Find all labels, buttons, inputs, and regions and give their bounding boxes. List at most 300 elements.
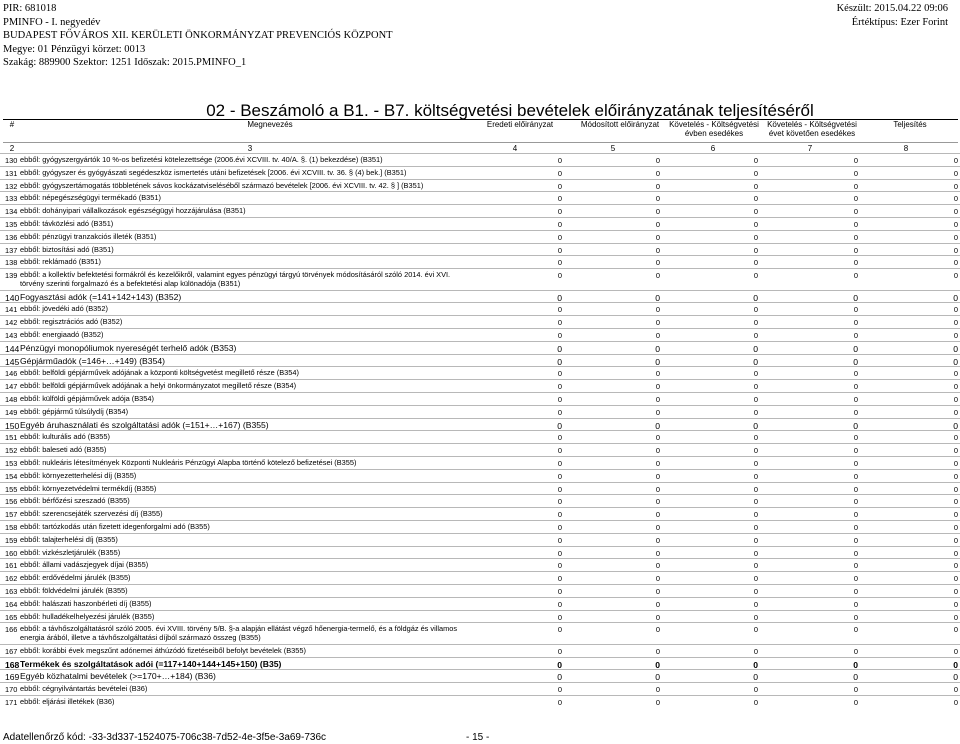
row-number: 133 bbox=[5, 194, 18, 204]
row-value: 0 bbox=[953, 535, 958, 545]
row-value: 0 bbox=[753, 672, 758, 683]
row-value: 0 bbox=[853, 471, 858, 481]
row-name: ebből: szerencsejáték szervezési díj (B355) bbox=[20, 509, 163, 519]
row-number: 135 bbox=[5, 219, 18, 229]
row-number: 169 bbox=[5, 672, 20, 683]
row-value: 0 bbox=[557, 271, 562, 281]
row-value: 0 bbox=[853, 318, 858, 328]
row-value: 0 bbox=[853, 561, 858, 571]
row-value: 0 bbox=[753, 612, 758, 622]
header-sector: Szakág: 889900 Szektor: 1251 Időszak: 2015.PMINFO_1 bbox=[3, 57, 247, 69]
row-value: 0 bbox=[953, 497, 958, 507]
row-name: Pénzügyi monopóliumok nyereségét terhelő adók (B353) bbox=[20, 342, 237, 353]
row-name: ebből: gépjármű túlsúlydíj (B354) bbox=[20, 406, 129, 416]
row-number: 154 bbox=[5, 471, 18, 481]
table-row bbox=[0, 682, 960, 695]
table-row bbox=[0, 597, 960, 610]
row-value: 0 bbox=[557, 168, 562, 178]
row-value: 0 bbox=[853, 271, 858, 281]
row-number: 160 bbox=[5, 548, 18, 558]
row-value: 0 bbox=[655, 181, 660, 191]
row-value: 0 bbox=[655, 471, 660, 481]
table-row bbox=[0, 153, 960, 166]
row-value: 0 bbox=[853, 194, 858, 204]
row-number: 130 bbox=[5, 156, 18, 165]
table-row bbox=[0, 392, 960, 405]
row-value: 0 bbox=[557, 446, 562, 456]
row-value: 0 bbox=[953, 510, 958, 520]
col-name: Megnevezés bbox=[247, 120, 293, 129]
row-value: 0 bbox=[753, 258, 758, 268]
row-value: 0 bbox=[557, 574, 562, 584]
created-date: Készült: 2015.04.22 09:06 bbox=[836, 3, 948, 14]
row-value: 0 bbox=[557, 497, 562, 507]
row-value: 0 bbox=[557, 395, 562, 405]
row-value: 0 bbox=[753, 659, 758, 670]
row-value: 0 bbox=[953, 194, 958, 204]
row-value: 0 bbox=[853, 343, 858, 354]
row-value: 0 bbox=[753, 561, 758, 571]
colnum-4: 4 bbox=[512, 144, 518, 153]
row-value: 0 bbox=[753, 420, 758, 431]
colnum-8: 8 bbox=[903, 144, 909, 153]
row-number: 153 bbox=[5, 459, 18, 469]
row-value: 0 bbox=[953, 207, 958, 217]
row-value: 0 bbox=[753, 245, 758, 255]
row-value: 0 bbox=[655, 407, 660, 417]
row-name: ebből: tartózkodás után fizetett idegenforgalmi adó (B355) bbox=[20, 522, 210, 532]
row-value: 0 bbox=[753, 510, 758, 520]
row-value: 0 bbox=[853, 420, 858, 431]
row-value: 0 bbox=[655, 331, 660, 341]
row-value: 0 bbox=[753, 168, 758, 178]
table-row bbox=[0, 166, 960, 179]
table-row bbox=[0, 443, 960, 456]
table-row bbox=[0, 610, 960, 623]
row-value: 0 bbox=[655, 343, 660, 354]
row-value: 0 bbox=[557, 194, 562, 204]
row-value: 0 bbox=[557, 292, 562, 303]
row-value: 0 bbox=[753, 471, 758, 481]
row-value: 0 bbox=[655, 292, 660, 303]
report-title: 02 - Beszámoló a B1. - B7. költségvetési bevételek előirányzatának teljesítéséről bbox=[206, 101, 814, 120]
row-value: 0 bbox=[853, 407, 858, 417]
row-value: 0 bbox=[557, 599, 562, 609]
row-value: 0 bbox=[557, 561, 562, 571]
row-value: 0 bbox=[557, 433, 562, 443]
row-value: 0 bbox=[753, 207, 758, 217]
table-row bbox=[0, 695, 960, 708]
row-value: 0 bbox=[655, 369, 660, 379]
table-row bbox=[0, 354, 960, 367]
row-value: 0 bbox=[953, 646, 958, 656]
row-name: Gépjárműadók (=146+…+149) (B354) bbox=[20, 355, 165, 366]
row-name: ebből: reklámadó (B351) bbox=[20, 257, 101, 267]
col-completion: Teljesítés bbox=[893, 120, 927, 129]
row-value: 0 bbox=[853, 685, 858, 695]
table-row bbox=[0, 268, 960, 290]
row-value: 0 bbox=[853, 523, 858, 533]
row-value: 0 bbox=[557, 698, 562, 708]
row-value: 0 bbox=[753, 331, 758, 341]
row-number: 167 bbox=[5, 646, 18, 656]
table-row bbox=[0, 430, 960, 443]
row-value: 0 bbox=[853, 433, 858, 443]
row-value: 0 bbox=[953, 292, 958, 303]
row-value: 0 bbox=[655, 433, 660, 443]
row-value: 0 bbox=[655, 561, 660, 571]
row-value: 0 bbox=[853, 672, 858, 683]
row-number: 152 bbox=[5, 446, 18, 456]
table-row bbox=[0, 290, 960, 303]
row-value: 0 bbox=[655, 318, 660, 328]
row-value: 0 bbox=[853, 510, 858, 520]
row-value: 0 bbox=[853, 659, 858, 670]
row-value: 0 bbox=[953, 343, 958, 354]
col-hash: # bbox=[9, 120, 15, 129]
row-value: 0 bbox=[953, 271, 958, 281]
col-modified: Módosított előirányzat bbox=[580, 120, 660, 129]
row-value: 0 bbox=[953, 156, 958, 165]
row-value: 0 bbox=[557, 318, 562, 328]
row-value: 0 bbox=[655, 484, 660, 494]
row-value: 0 bbox=[557, 420, 562, 431]
row-value: 0 bbox=[557, 484, 562, 494]
row-value: 0 bbox=[557, 181, 562, 191]
row-value: 0 bbox=[953, 459, 958, 469]
row-value: 0 bbox=[557, 156, 562, 165]
row-number: 144 bbox=[5, 343, 20, 354]
row-value: 0 bbox=[953, 245, 958, 255]
row-value: 0 bbox=[853, 219, 858, 229]
row-number: 155 bbox=[5, 484, 18, 494]
row-name: ebből: talajterhelési díj (B355) bbox=[20, 534, 118, 544]
row-value: 0 bbox=[655, 672, 660, 683]
row-value: 0 bbox=[853, 382, 858, 392]
row-name: ebből: belföldi gépjárművek adójának a központi költségvetést megillető része (B354) bbox=[20, 368, 299, 378]
row-value: 0 bbox=[655, 305, 660, 315]
row-name: Egyéb áruhasználati és szolgáltatási adók (=151+…+167) (B355) bbox=[20, 419, 269, 430]
row-value: 0 bbox=[853, 331, 858, 341]
row-name: ebből: nukleáris létesítmények Központi Nukleáris Pénzügyi Alapba történő kötelező befizetései (B355) bbox=[20, 458, 357, 468]
row-value: 0 bbox=[557, 305, 562, 315]
row-name: ebből: a távhőszolgáltatásról szóló 2005. évi XVIII. törvény 5/B. §-a alapján ellátást végző hőenergia-termelő, és a földgáz és villamos energia árából, illetve a távhőszolgáltatási díjból származó összeg (B355) bbox=[20, 624, 458, 642]
row-value: 0 bbox=[655, 625, 660, 635]
table-row bbox=[0, 418, 960, 431]
row-value: 0 bbox=[557, 612, 562, 622]
row-name: ebből: belföldi gépjárművek adójának a helyi önkormányzatot megillető része (B354) bbox=[20, 381, 297, 391]
row-name: ebből: népegészségügyi termékadó (B351) bbox=[20, 193, 161, 203]
row-value: 0 bbox=[655, 510, 660, 520]
row-name: Fogyasztási adók (=141+142+143) (B352) bbox=[20, 291, 182, 302]
row-name: ebből: eljárási illetékek (B36) bbox=[20, 697, 115, 707]
row-number: 157 bbox=[5, 510, 18, 520]
colnum-5: 5 bbox=[610, 144, 616, 153]
header-institution: BUDAPEST FŐVÁROS XII. KERÜLETI ÖNKORMÁNYZAT PREVENCIÓS KÖZPONT bbox=[3, 30, 393, 42]
row-value: 0 bbox=[753, 574, 758, 584]
row-name: ebből: energiaadó (B352) bbox=[20, 330, 104, 340]
row-value: 0 bbox=[753, 698, 758, 708]
table-row bbox=[0, 191, 960, 204]
row-value: 0 bbox=[557, 535, 562, 545]
col-original: Eredeti előirányzat bbox=[486, 120, 554, 129]
row-value: 0 bbox=[753, 232, 758, 242]
table-row bbox=[0, 657, 960, 670]
row-value: 0 bbox=[655, 459, 660, 469]
row-name: Egyéb közhatalmi bevételek (>=170+…+184) (B36) bbox=[20, 671, 216, 682]
row-value: 0 bbox=[953, 433, 958, 443]
row-value: 0 bbox=[853, 369, 858, 379]
row-value: 0 bbox=[953, 698, 958, 708]
table-row bbox=[0, 366, 960, 379]
row-value: 0 bbox=[557, 331, 562, 341]
row-value: 0 bbox=[753, 459, 758, 469]
row-value: 0 bbox=[853, 599, 858, 609]
row-value: 0 bbox=[655, 548, 660, 558]
row-name: ebből: gyógyszertámogatás többletének sávos kockázatviseléséből származó bevételek [2006. évi XCVIII. tv. 42. § ] (B351) bbox=[20, 180, 424, 190]
check-code: Adatellenőrző kód: -33-3d337-1524075-706c38-7d52-4e-3f5e-3a69-736c bbox=[3, 732, 327, 743]
row-value: 0 bbox=[557, 672, 562, 683]
row-name: Termékek és szolgáltatások adói (=117+140+144+145+150) (B35) bbox=[20, 658, 282, 669]
row-value: 0 bbox=[557, 369, 562, 379]
row-value: 0 bbox=[853, 612, 858, 622]
table-row bbox=[0, 456, 960, 469]
row-name: ebből: gyógyszergyártók 10 %-os befizetési kötelezettsége (2006.évi XCVIII. tv. 40/A. §. (1) bekezdése) (B351) bbox=[20, 155, 383, 164]
row-value: 0 bbox=[853, 446, 858, 456]
row-value: 0 bbox=[655, 382, 660, 392]
row-name: ebből: környezetterhelési díj (B355) bbox=[20, 470, 137, 480]
row-value: 0 bbox=[557, 207, 562, 217]
row-value: 0 bbox=[953, 331, 958, 341]
row-value: 0 bbox=[655, 497, 660, 507]
row-value: 0 bbox=[655, 245, 660, 255]
row-number: 149 bbox=[5, 407, 18, 417]
table-row bbox=[0, 533, 960, 546]
row-value: 0 bbox=[655, 258, 660, 268]
row-value: 0 bbox=[753, 446, 758, 456]
row-number: 150 bbox=[5, 420, 20, 431]
row-value: 0 bbox=[753, 305, 758, 315]
table-row bbox=[0, 494, 960, 507]
row-name: ebből: hulladékelhelyezési járulék (B355) bbox=[20, 611, 155, 621]
row-number: 161 bbox=[5, 561, 18, 571]
header-info bbox=[3, 2, 393, 70]
row-value: 0 bbox=[557, 587, 562, 596]
table-row bbox=[0, 243, 960, 256]
row-value: 0 bbox=[655, 420, 660, 431]
row-name: ebből: korábbi évek megszűnt adónemei áthúzódó fizetéseiből befolyt bevételek (B355) bbox=[20, 645, 306, 655]
row-value: 0 bbox=[853, 587, 858, 596]
table-row bbox=[0, 204, 960, 217]
row-name: ebből: erdővédelmi járulék (B355) bbox=[20, 573, 131, 583]
row-value: 0 bbox=[557, 685, 562, 695]
row-name: ebből: vizkészletjárulék (B355) bbox=[20, 547, 121, 557]
row-value: 0 bbox=[753, 497, 758, 507]
row-name: ebből: regisztrációs adó (B352) bbox=[20, 317, 123, 327]
row-value: 0 bbox=[655, 535, 660, 545]
row-value: 0 bbox=[753, 407, 758, 417]
row-value: 0 bbox=[953, 369, 958, 379]
row-value: 0 bbox=[557, 245, 562, 255]
row-value: 0 bbox=[655, 659, 660, 670]
table-row bbox=[0, 469, 960, 482]
row-number: 151 bbox=[5, 433, 18, 443]
table-row bbox=[0, 255, 960, 268]
table-row bbox=[0, 230, 960, 243]
row-value: 0 bbox=[853, 646, 858, 656]
table-row bbox=[0, 507, 960, 520]
row-value: 0 bbox=[557, 343, 562, 354]
row-value: 0 bbox=[753, 292, 758, 303]
row-name: ebből: külföldi gépjárművek adója (B354) bbox=[20, 394, 154, 404]
row-value: 0 bbox=[655, 168, 660, 178]
row-number: 168 bbox=[5, 659, 20, 670]
row-value: 0 bbox=[655, 356, 660, 367]
row-value: 0 bbox=[753, 646, 758, 656]
row-name: ebből: állami vadászjegyek díjai (B355) bbox=[20, 560, 149, 570]
row-name: ebből: távközlési adó (B351) bbox=[20, 218, 114, 228]
row-value: 0 bbox=[557, 407, 562, 417]
row-value: 0 bbox=[853, 574, 858, 584]
row-value: 0 bbox=[953, 219, 958, 229]
row-value: 0 bbox=[753, 484, 758, 494]
row-name: ebből: baleseti adó (B355) bbox=[20, 445, 107, 455]
row-value: 0 bbox=[953, 420, 958, 431]
row-value: 0 bbox=[655, 612, 660, 622]
row-value: 0 bbox=[953, 181, 958, 191]
table-row bbox=[0, 179, 960, 192]
row-value: 0 bbox=[753, 219, 758, 229]
row-number: 143 bbox=[5, 331, 18, 341]
row-name: ebből: környezetvédelmi termékdíj (B355) bbox=[20, 483, 157, 493]
colnum-7: 7 bbox=[807, 144, 813, 153]
row-number: 141 bbox=[5, 305, 18, 315]
row-number: 156 bbox=[5, 497, 18, 507]
row-number: 142 bbox=[5, 318, 18, 328]
row-value: 0 bbox=[853, 168, 858, 178]
row-value: 0 bbox=[557, 625, 562, 635]
colnum-6: 6 bbox=[710, 144, 716, 153]
table-row bbox=[0, 405, 960, 418]
row-value: 0 bbox=[953, 523, 958, 533]
row-value: 0 bbox=[655, 395, 660, 405]
row-name: ebből: kulturális adó (B355) bbox=[20, 432, 110, 442]
row-value: 0 bbox=[953, 612, 958, 622]
row-value: 0 bbox=[655, 156, 660, 165]
row-value: 0 bbox=[953, 168, 958, 178]
row-value: 0 bbox=[853, 625, 858, 635]
colnum-3: 3 bbox=[247, 144, 253, 153]
row-value: 0 bbox=[853, 535, 858, 545]
row-value: 0 bbox=[557, 659, 562, 670]
row-name: ebből: bérfőzési szeszadó (B355) bbox=[20, 496, 130, 506]
row-name: ebből: biztosítási adó (B351) bbox=[20, 244, 114, 254]
row-value: 0 bbox=[853, 698, 858, 708]
row-value: 0 bbox=[557, 548, 562, 558]
page-number: - 15 - bbox=[466, 732, 490, 743]
header-divider-mid bbox=[3, 142, 958, 143]
row-value: 0 bbox=[753, 625, 758, 635]
row-number: 171 bbox=[5, 698, 18, 708]
row-value: 0 bbox=[853, 207, 858, 217]
row-value: 0 bbox=[655, 271, 660, 281]
row-value: 0 bbox=[655, 646, 660, 656]
row-value: 0 bbox=[557, 382, 562, 392]
row-number: 138 bbox=[5, 258, 18, 268]
header-pir: PIR: 681018 bbox=[3, 3, 57, 14]
row-value: 0 bbox=[753, 369, 758, 379]
row-value: 0 bbox=[753, 194, 758, 204]
row-value: 0 bbox=[655, 685, 660, 695]
row-value: 0 bbox=[953, 599, 958, 609]
row-value: 0 bbox=[953, 587, 958, 596]
data-table bbox=[0, 153, 960, 708]
row-number: 131 bbox=[5, 168, 18, 178]
row-name: ebből: pénzügyi tranzakciós illeték (B351) bbox=[20, 231, 157, 241]
table-row bbox=[0, 482, 960, 495]
row-value: 0 bbox=[753, 685, 758, 695]
row-value: 0 bbox=[557, 646, 562, 656]
row-value: 0 bbox=[853, 497, 858, 507]
col-due-year: Követelés - Költségvetési évben esedékes bbox=[669, 120, 759, 138]
row-value: 0 bbox=[953, 574, 958, 584]
row-value: 0 bbox=[953, 685, 958, 695]
row-value: 0 bbox=[655, 574, 660, 584]
table-row bbox=[0, 315, 960, 328]
row-value: 0 bbox=[557, 510, 562, 520]
row-value: 0 bbox=[753, 156, 758, 165]
row-value: 0 bbox=[753, 433, 758, 443]
row-number: 137 bbox=[5, 245, 18, 255]
row-number: 166 bbox=[5, 625, 18, 635]
row-value: 0 bbox=[953, 258, 958, 268]
row-value: 0 bbox=[655, 523, 660, 533]
row-value: 0 bbox=[655, 232, 660, 242]
row-number: 136 bbox=[5, 232, 18, 242]
row-number: 146 bbox=[5, 369, 18, 379]
row-number: 148 bbox=[5, 395, 18, 405]
row-number: 162 bbox=[5, 574, 18, 584]
row-value: 0 bbox=[853, 484, 858, 494]
table-row bbox=[0, 341, 960, 354]
row-value: 0 bbox=[753, 271, 758, 281]
row-name: ebből: halászati haszonbérleti díj (B355) bbox=[20, 598, 152, 608]
table-row bbox=[0, 571, 960, 584]
row-value: 0 bbox=[953, 382, 958, 392]
header-meta bbox=[837, 2, 948, 29]
row-value: 0 bbox=[853, 181, 858, 191]
table-row bbox=[0, 520, 960, 533]
row-number: 145 bbox=[5, 356, 20, 367]
row-value: 0 bbox=[753, 548, 758, 558]
col-due-next: Követelés - Költségvetési évet követően esedékes bbox=[767, 120, 857, 138]
row-name: ebből: földvédelmi járulék (B355) bbox=[20, 586, 128, 595]
value-type: Értéktípus: Ezer Forint bbox=[851, 16, 948, 28]
table-row bbox=[0, 622, 960, 644]
row-value: 0 bbox=[953, 548, 958, 558]
row-value: 0 bbox=[953, 356, 958, 367]
row-value: 0 bbox=[953, 471, 958, 481]
row-value: 0 bbox=[853, 305, 858, 315]
row-value: 0 bbox=[753, 395, 758, 405]
row-value: 0 bbox=[853, 292, 858, 303]
row-value: 0 bbox=[753, 523, 758, 533]
row-value: 0 bbox=[655, 207, 660, 217]
row-value: 0 bbox=[953, 672, 958, 683]
row-value: 0 bbox=[753, 318, 758, 328]
row-value: 0 bbox=[953, 446, 958, 456]
table-row bbox=[0, 302, 960, 315]
